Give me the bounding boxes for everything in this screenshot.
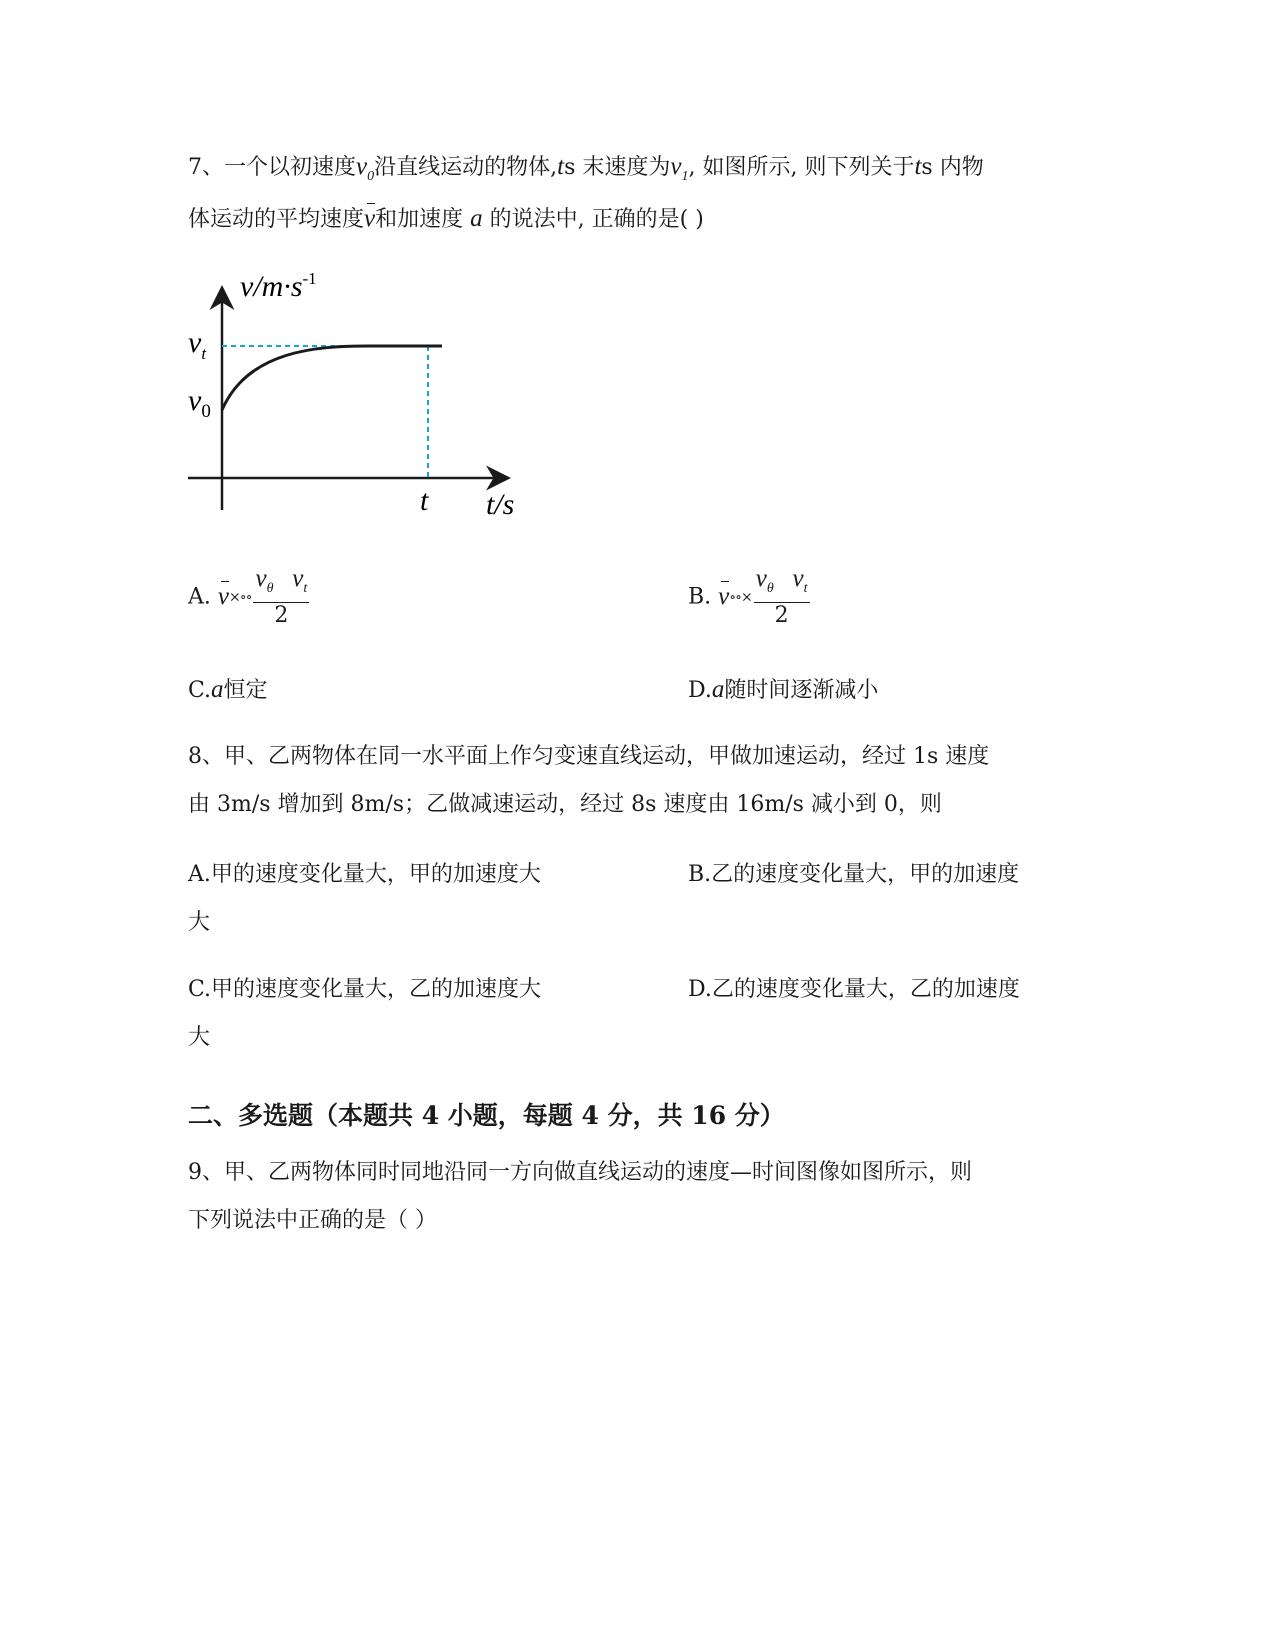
- q8-option-d[interactable]: D.乙的速度变化量大，乙的加速度: [688, 977, 1020, 1002]
- velocity-curve: [222, 346, 442, 410]
- y-axis-label: $v/m\cdot s^{-1}$: [240, 270, 317, 303]
- q8-line2: 由 3m/s 增加到 8m/s；乙做减速运动，经过 8s 速度由 16m/s 减小到 0，则: [188, 792, 942, 817]
- t-symbol: t: [914, 153, 922, 180]
- q8-option-b[interactable]: B.乙的速度变化量大，甲的加速度: [688, 862, 1020, 887]
- q7-option-c[interactable]: C.a恒定: [188, 676, 268, 703]
- q8-option-c[interactable]: C.甲的速度变化量大，乙的加速度大: [188, 977, 542, 1002]
- q7-option-a[interactable]: A. v×∘∘ $\frac{v_\theta v_t}{2}$: [188, 565, 308, 628]
- q8-option-d-continued: 大: [188, 1025, 211, 1050]
- t-symbol: t: [557, 153, 565, 180]
- q7-line2: 体运动的平均速度v和加速度 a 的说法中, 正确的是( ): [188, 205, 704, 232]
- q8-line1: 8、甲、乙两物体在同一水平面上作匀变速直线运动，甲做加速运动，经过 1s 速度: [188, 744, 990, 769]
- velocity-time-graph: [188, 270, 548, 530]
- t-tick-label: t: [420, 484, 429, 517]
- vt-label: $v_t$: [188, 326, 207, 363]
- q8-option-b-continued: 大: [188, 910, 211, 935]
- q7-option-d[interactable]: D.a随时间逐渐减小: [688, 676, 879, 703]
- section-heading: 二、多选题（本题共 4 小题，每题 4 分，共 16 分）: [188, 1101, 785, 1130]
- fraction: $\frac{v_\theta v_t}{2}$: [255, 565, 308, 628]
- x-axis-label: t/s: [486, 488, 515, 521]
- v-bar-symbol: v: [364, 205, 376, 232]
- q9-line2: 下列说法中正确的是（ ）: [188, 1208, 437, 1233]
- q7-text: 7、一个以初速度: [188, 155, 356, 180]
- v1-symbol: $v_1$: [670, 153, 689, 184]
- q7-option-b[interactable]: B. v∘∘× $\frac{v_\theta v_t}{2}$: [688, 565, 808, 628]
- fraction: $\frac{v_\theta v_t}{2}$: [755, 565, 808, 628]
- v0-symbol: $v_0$: [356, 153, 375, 184]
- a-symbol: a: [470, 205, 483, 232]
- v0-label: $v_0$: [188, 384, 211, 422]
- q7-line1: 7、一个以初速度$v_0$沿直线运动的物体,ts 末速度为$v_1$, 如图所示, 则下列关于ts 内物: [188, 153, 984, 184]
- q8-option-a[interactable]: A.甲的速度变化量大，甲的加速度大: [188, 862, 541, 887]
- q9-line1: 9、甲、乙两物体同时同地沿同一方向做直线运动的速度—时间图像如图所示，则: [188, 1160, 972, 1185]
